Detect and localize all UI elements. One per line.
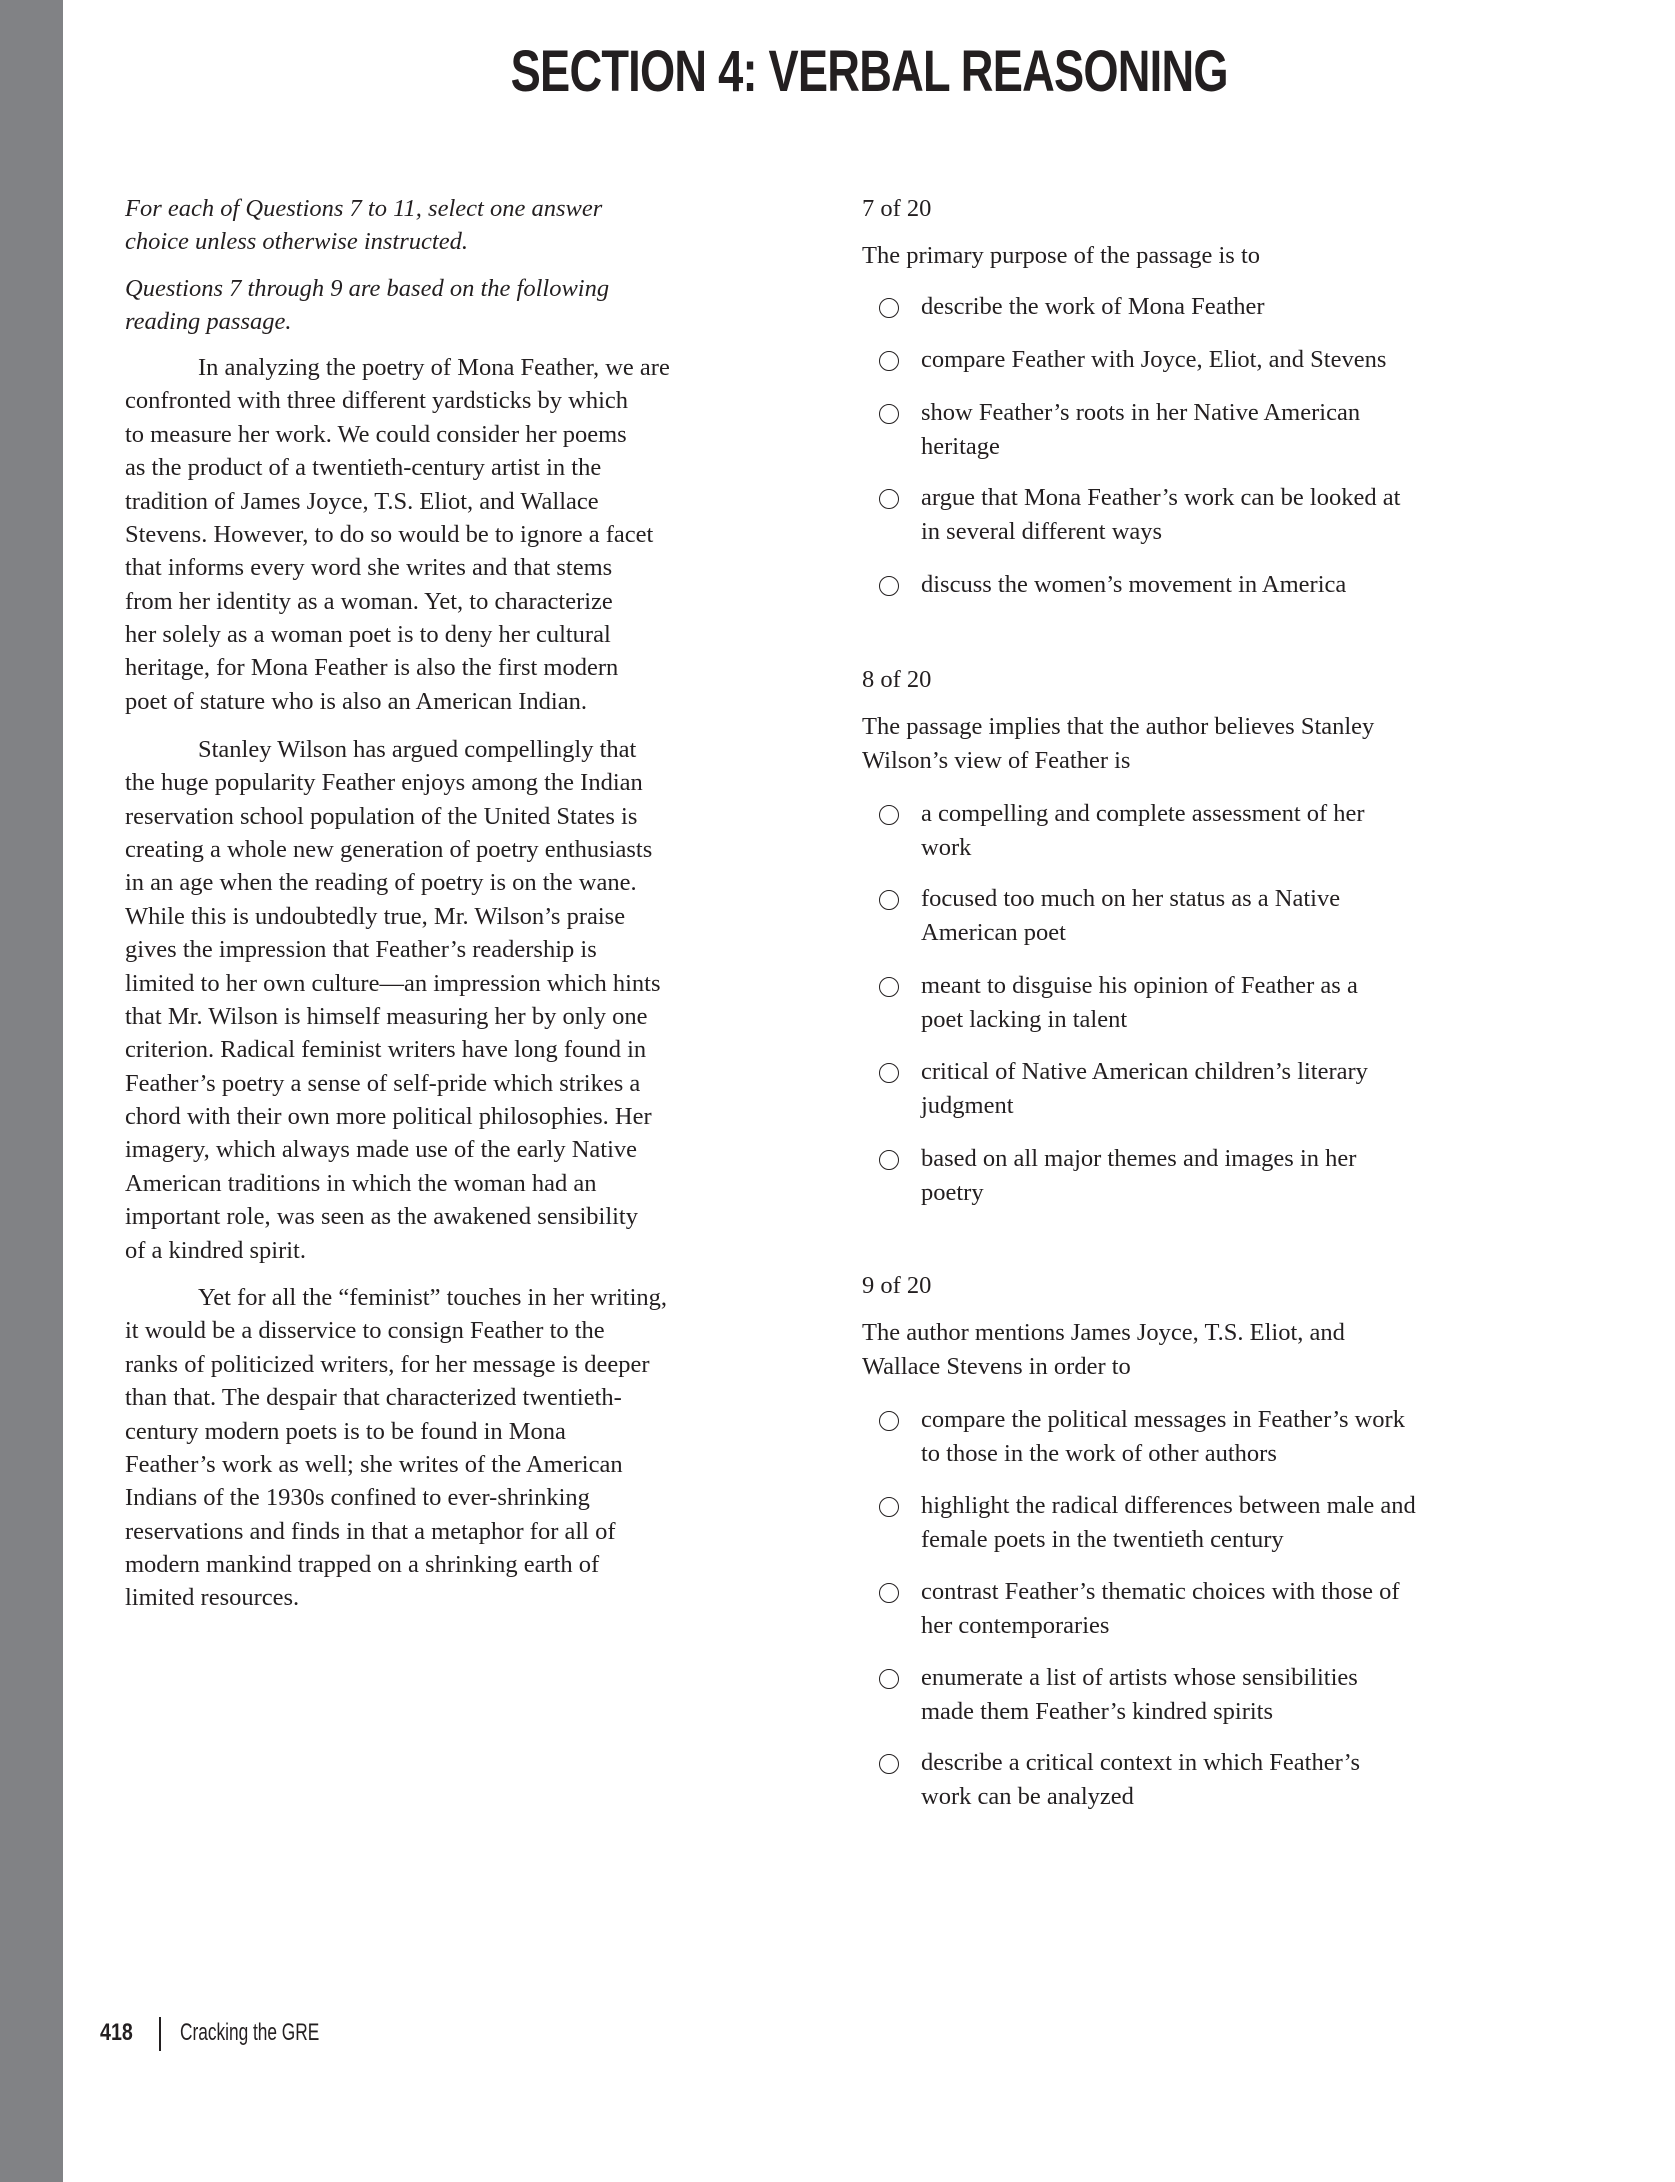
passage-line: In analyzing the poetry of Mona Feather, we are bbox=[198, 354, 670, 381]
radio-button-icon[interactable] bbox=[879, 404, 899, 424]
passage-line: creating a whole new generation of poetry enthusiasts bbox=[125, 836, 653, 863]
option-text: heritage bbox=[921, 433, 1000, 460]
option-text: highlight the radical differences between male and bbox=[921, 1492, 1416, 1519]
passage-line: century modern poets is to be found in Mona bbox=[125, 1418, 566, 1445]
question-stem: The primary purpose of the passage is to bbox=[862, 242, 1261, 269]
passage-line: imagery, which always made use of the early Native bbox=[125, 1136, 638, 1163]
option-text: enumerate a list of artists whose sensibilities bbox=[921, 1664, 1358, 1691]
passage-line: limited to her own culture—an impression which hints bbox=[125, 970, 661, 997]
option-text: made them Feather’s kindred spirits bbox=[921, 1698, 1273, 1725]
option-text: to those in the work of other authors bbox=[921, 1440, 1277, 1467]
passage-line: reservations and finds in that a metaphor for all of bbox=[125, 1518, 616, 1545]
passage-line: her solely as a woman poet is to deny her cultural bbox=[125, 621, 611, 648]
passage-line: gives the impression that Feather’s readership is bbox=[125, 936, 597, 963]
question-stem: The author mentions James Joyce, T.S. Eliot, and bbox=[862, 1319, 1345, 1346]
option-text: American poet bbox=[921, 919, 1066, 946]
option-text: poet lacking in talent bbox=[921, 1006, 1128, 1033]
radio-button-icon[interactable] bbox=[879, 1497, 899, 1517]
question-number: 9 of 20 bbox=[862, 1272, 932, 1299]
option-text: argue that Mona Feather’s work can be looked at bbox=[921, 484, 1401, 511]
question-stem: Wilson’s view of Feather is bbox=[862, 747, 1131, 774]
radio-button-icon[interactable] bbox=[879, 1754, 899, 1774]
option-text: poetry bbox=[921, 1179, 984, 1206]
radio-button-icon[interactable] bbox=[879, 489, 899, 509]
page-edge-bar bbox=[0, 0, 63, 2182]
option-text: her contemporaries bbox=[921, 1612, 1110, 1639]
passage-line: Stevens. However, to do so would be to ignore a facet bbox=[125, 521, 654, 548]
radio-button-icon[interactable] bbox=[879, 1583, 899, 1603]
option-text: show Feather’s roots in her Native American bbox=[921, 399, 1361, 426]
option-text: describe a critical context in which Feather’s bbox=[921, 1749, 1361, 1776]
passage-line: While this is undoubtedly true, Mr. Wilson’s praise bbox=[125, 903, 626, 930]
passage-line: Indians of the 1930s confined to ever-shrinking bbox=[125, 1484, 590, 1511]
question-stem: Wallace Stevens in order to bbox=[862, 1353, 1131, 1380]
option-text: female poets in the twentieth century bbox=[921, 1526, 1284, 1553]
question-number: 7 of 20 bbox=[862, 195, 932, 222]
option-text: meant to disguise his opinion of Feather as a bbox=[921, 972, 1358, 999]
option-text: compare Feather with Joyce, Eliot, and Stevens bbox=[921, 346, 1387, 373]
option-text: contrast Feather’s thematic choices with those of bbox=[921, 1578, 1400, 1605]
option-text: describe the work of Mona Feather bbox=[921, 293, 1265, 320]
option-text: judgment bbox=[921, 1092, 1014, 1119]
passage-line: as the product of a twentieth-century artist in the bbox=[125, 454, 602, 481]
option-text: compare the political messages in Feather’s work bbox=[921, 1406, 1405, 1433]
passage-line: heritage, for Mona Feather is also the first modern bbox=[125, 654, 619, 681]
radio-button-icon[interactable] bbox=[879, 805, 899, 825]
book-title: Cracking the GRE bbox=[180, 2019, 320, 2046]
footer-divider bbox=[159, 2017, 161, 2051]
option-text: discuss the women’s movement in America bbox=[921, 571, 1347, 598]
page-title: SECTION 4: VERBAL REASONING bbox=[510, 39, 1228, 104]
question-number: 8 of 20 bbox=[862, 666, 932, 693]
passage-line: poet of stature who is also an American Indian. bbox=[125, 688, 587, 715]
passage-line: chord with their own more political philosophies. Her bbox=[125, 1103, 652, 1130]
passage-line: of a kindred spirit. bbox=[125, 1237, 306, 1264]
passage-line: that Mr. Wilson is himself measuring her by only one bbox=[125, 1003, 648, 1030]
instructions-line: Questions 7 through 9 are based on the following bbox=[125, 275, 610, 302]
radio-button-icon[interactable] bbox=[879, 576, 899, 596]
instructions-line: reading passage. bbox=[125, 308, 292, 335]
passage-line: American traditions in which the woman had an bbox=[125, 1170, 597, 1197]
passage-line: than that. The despair that characterized twentieth- bbox=[125, 1384, 622, 1411]
passage-line: in an age when the reading of poetry is on the wane. bbox=[125, 869, 637, 896]
option-text: a compelling and complete assessment of her bbox=[921, 800, 1365, 827]
passage-line: modern mankind trapped on a shrinking earth of bbox=[125, 1551, 600, 1578]
page-number: 418 bbox=[100, 2019, 133, 2046]
passage-line: Yet for all the “feminist” touches in her writing, bbox=[198, 1284, 668, 1311]
option-text: work can be analyzed bbox=[921, 1783, 1134, 1810]
passage-line: to measure her work. We could consider her poems bbox=[125, 421, 627, 448]
option-text: critical of Native American children’s literary bbox=[921, 1058, 1368, 1085]
passage-line: the huge popularity Feather enjoys among the Indian bbox=[125, 769, 643, 796]
passage-line: Feather’s poetry a sense of self-pride which strikes a bbox=[125, 1070, 641, 1097]
passage-line: important role, was seen as the awakened sensibility bbox=[125, 1203, 638, 1230]
passage-line: that informs every word she writes and that stems bbox=[125, 554, 613, 581]
instructions-line: For each of Questions 7 to 11, select one answer bbox=[125, 195, 603, 222]
passage-line: confronted with three different yardsticks by which bbox=[125, 387, 629, 414]
radio-button-icon[interactable] bbox=[879, 1063, 899, 1083]
passage-line: Feather’s work as well; she writes of the American bbox=[125, 1451, 623, 1478]
option-text: in several different ways bbox=[921, 518, 1163, 545]
passage-line: criterion. Radical feminist writers have long found in bbox=[125, 1036, 647, 1063]
radio-button-icon[interactable] bbox=[879, 1150, 899, 1170]
passage-line: tradition of James Joyce, T.S. Eliot, and Wallace bbox=[125, 488, 599, 515]
question-stem: The passage implies that the author believes Stanley bbox=[862, 713, 1375, 740]
radio-button-icon[interactable] bbox=[879, 890, 899, 910]
radio-button-icon[interactable] bbox=[879, 351, 899, 371]
radio-button-icon[interactable] bbox=[879, 1411, 899, 1431]
passage-line: it would be a disservice to consign Feather to the bbox=[125, 1317, 605, 1344]
passage-line: Stanley Wilson has argued compellingly that bbox=[198, 736, 637, 763]
passage-line: ranks of politicized writers, for her message is deeper bbox=[125, 1351, 650, 1378]
radio-button-icon[interactable] bbox=[879, 1669, 899, 1689]
radio-button-icon[interactable] bbox=[879, 298, 899, 318]
option-text: focused too much on her status as a Native bbox=[921, 885, 1341, 912]
option-text: based on all major themes and images in her bbox=[921, 1145, 1357, 1172]
passage-line: from her identity as a woman. Yet, to characterize bbox=[125, 588, 613, 615]
radio-button-icon[interactable] bbox=[879, 977, 899, 997]
instructions-line: choice unless otherwise instructed. bbox=[125, 228, 468, 255]
passage-line: limited resources. bbox=[125, 1584, 300, 1611]
option-text: work bbox=[921, 834, 972, 861]
passage-line: reservation school population of the United States is bbox=[125, 803, 638, 830]
